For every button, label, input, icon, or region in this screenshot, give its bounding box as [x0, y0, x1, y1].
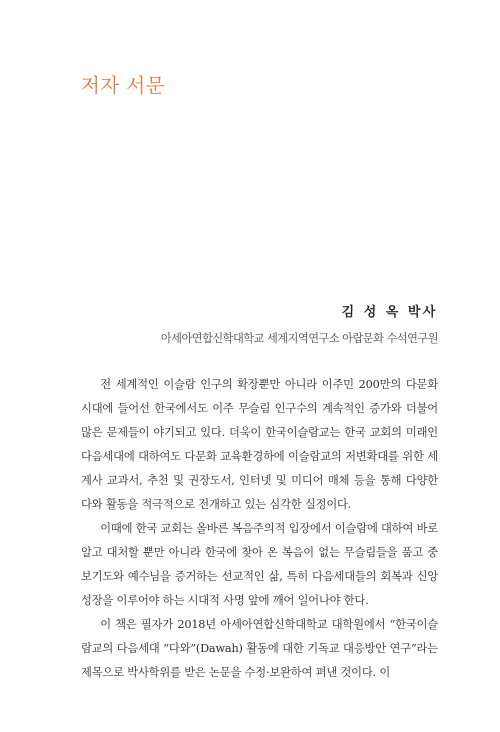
paragraph: 이 책은 필자가 2018년 아세아연합신학대학교 대학원에서 “한국이슬람교의 다음세대 “다와”(Dawah) 활동에 대한 기독교 대응방안 연구”라는 제목으로 박사학위를 받은 논문을 수정·보완하여 펴낸 것이다. 이 [81, 618, 438, 679]
paragraph: 전 세계적인 이슬람 인구의 확장뿐만 아니라 이주민 200만의 다문화 시대에 들어선 한국에서도 이주 무슬림 인구수의 계속적인 증가와 더불어 많은 문제들이 야기되고 있다. 더욱이 한국이슬람교는 한국 교회의 미래인 다음세대에 대하여도 다문화 교육환경하에 이슬람교의 저변확대를 위한 세계사 교과서, 추천 및 권장도서, 인터넷 및 미디어 매체 등을 통해 다양한 다와 활동을 적극적으로 전개하고 있는 심각한 실정이다. [81, 378, 438, 511]
author-name: 김 성 옥 박사 [341, 305, 438, 320]
author-affiliation: 아세아연합신학대학교 세계지역연구소 아랍문화 수석연구원 [160, 332, 438, 345]
author-block [161, 301, 438, 346]
section-title: 저자 서문 [81, 74, 166, 97]
paragraph: 이때에 한국 교회는 올바른 복음주의적 입장에서 이슬람에 대하여 바로 알고 대처할 뿐만 아니라 한국에 찾아 온 복음이 없는 무슬림들을 품고 중보기도와 예수님을 증거하는 선교적인 삶, 특히 다음세대들의 회복과 신앙성장을 이루어야 하는 시대적 사명 앞에 깨어 일어나야 한다. [81, 522, 439, 607]
body-text [81, 373, 438, 685]
